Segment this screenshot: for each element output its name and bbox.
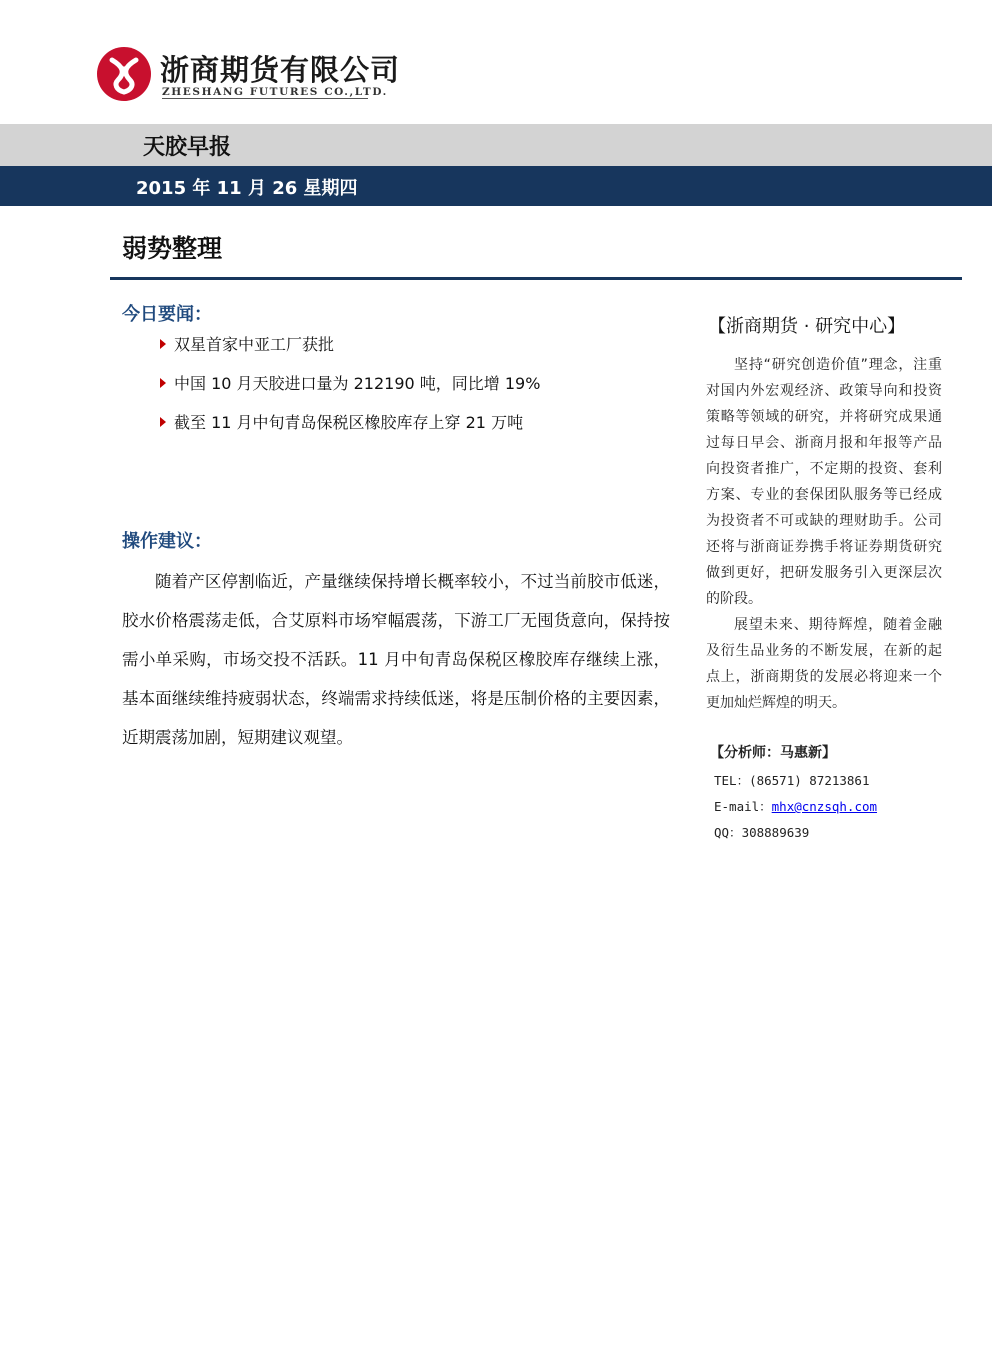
news-list [160, 332, 680, 449]
news-item [160, 410, 680, 449]
report-title: 天胶早报 [143, 135, 232, 160]
bullet-arrow-icon [160, 339, 166, 349]
tel-label: TEL： [714, 773, 750, 788]
report-title-band [0, 124, 992, 166]
zheshang-logo-icon [96, 46, 152, 102]
headline-divider [110, 277, 962, 280]
news-item [160, 332, 680, 371]
company-logo [96, 46, 401, 106]
analyst-tel [710, 768, 950, 794]
bullet-arrow-icon [160, 378, 166, 388]
logo-divider [162, 98, 368, 99]
qq-value: 308889639 [741, 825, 810, 840]
advice-paragraph: 随着产区停割临近，产量继续保持增长概率较小，不过当前胶市低迷，胶水价格震荡走低，合艾原料市场窄幅震荡，下游工厂无囤货意向，保持按需小单采购，市场交投不活跃。11 月中旬青岛保税区橡胶库存继续上涨，基本面继续维持疲弱状态，终端需求持续低迷，将是压制价格的主要因素，近期震荡加剧，短期建议观望。 [122, 572, 670, 747]
analyst-qq [710, 820, 950, 846]
company-name-en: ZHESHANG FUTURES CO.,LTD. [162, 86, 388, 98]
news-item [160, 371, 680, 410]
sidebar-paragraph: 展望未来、期待辉煌，随着金融及衍生品业务的不断发展，在新的起点上，浙商期货的发展必将迎来一个更加灿烂辉煌的明天。 [706, 617, 942, 711]
analyst-title: 【分析师：马惠新】 [710, 745, 836, 761]
analyst-email [710, 794, 950, 820]
sidebar-paragraph: 坚持“研究创造价值”理念，注重对国内外宏观经济、政策导向和投资策略等领域的研究，并将研究成果通过每日早会、浙商月报和年报等产品向投资者推广，不定期的投资、套利方案、专业的套保团队服务等已经成为投资者不可或缺的理财助手。公司还将与浙商证券携手将证券期货研究做到更好，把研发服务引入更深层次的阶段。 [706, 357, 942, 607]
analyst-contact [710, 742, 950, 846]
report-headline: 弱势整理 [122, 234, 223, 263]
report-date-band [0, 166, 992, 206]
report-date: 2015 年 11 月 26 星期四 [136, 178, 358, 199]
research-center-sidebar [706, 312, 942, 716]
company-name-cn: 浙商期货有限公司 [160, 53, 401, 87]
advice-section-title: 操作建议： [122, 531, 212, 552]
news-item-text: 双星首家中亚工厂获批 [174, 335, 335, 354]
news-item-text: 截至 11 月中旬青岛保税区橡胶库存上穿 21 万吨 [174, 413, 524, 432]
email-label: E-mail： [714, 799, 772, 814]
qq-label: QQ： [714, 825, 742, 840]
news-item-text: 中国 10 月天胶进口量为 212190 吨，同比增 19% [174, 374, 541, 393]
news-section-title: 今日要闻： [122, 304, 212, 325]
email-link[interactable]: mhx@cnzsqh.com [771, 799, 878, 814]
sidebar-title: 【浙商期货 · 研究中心】 [708, 316, 906, 337]
tel-value: (86571) 87213861 [749, 773, 870, 788]
bullet-arrow-icon [160, 417, 166, 427]
